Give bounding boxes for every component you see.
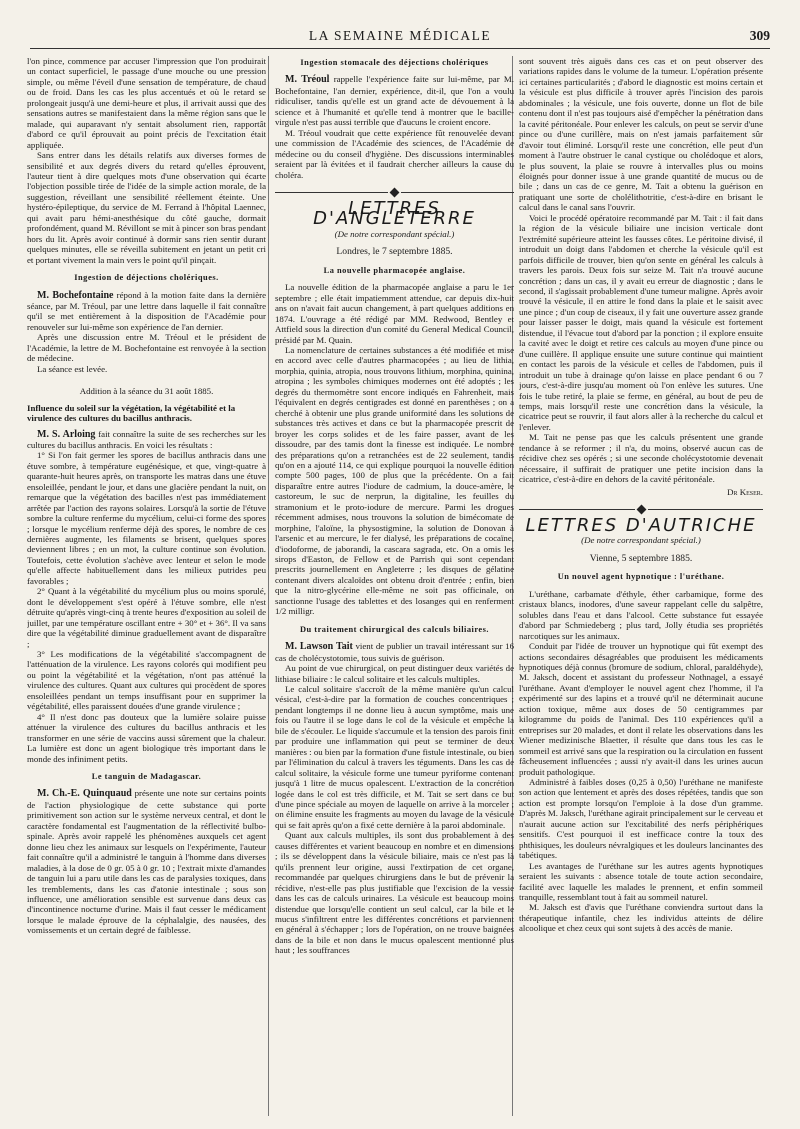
paragraph: Sans entrer dans les détails relatifs aux diverses formes de sensibilité et aux degrés divers du retard qu'elles éprouvent, l'auteur tient à dire quelques mots d'une observation qui écarte l'objection possible tirée de l'idée de la simple action morale, de la suggestion, réveillant une sensibilité réellement éteinte. Une hystéro-épileptique, du service de M. Ferrand à l'hôpital Laennec, qui avait paru hémi-anesthésique du côté gauche, dormait profondément, quand M. Révillont se mit à pincer son bras pendant hors du lit. Après avoir continué à dormir sans rien sentir durant quelques minutes, elle se réveilla subitement en jetant un petit cri et portant vivement la main vers le point qu'il pinçait. [27,150,266,265]
paragraph [27,788,266,935]
header-rule [30,48,770,49]
dateline: Londres, le 7 septembre 1885. [336,246,453,258]
page-number: 309 [749,28,770,43]
column-left [27,56,266,1116]
section-heading: Un nouvel agent hypnotique : l'uréthane. [557,572,725,582]
paragraph [275,74,514,127]
speaker-name: M. S. Arloing [37,428,96,440]
paragraph: Au point de vue chirurgical, on peut distinguer deux variétés de lithiase biliaire : le calcul solitaire et les calculs multiples. [275,663,514,684]
paragraph: Les avantages de l'uréthane sur les autres agents hypnotiques seraient les suivants : absence totale de toute action secondaire, facilité avec laquelle les malades le prennent, et enfin sommeil tranquille, ressemblant tout à fait au sommeil naturel. [519,860,763,902]
paragraph: M. Tait ne pense pas que les calculs présentent une grande tendance à se reformer ; il n'a, du moins, observé aucun cas de récidive chez ses opérés ; si une seconde cholécystotomie devenait nécessaire, il suffirait de pratiquer une petite incision dans la cicatrice, c'est-à-dire en dehors de la cavité péritonéale. [519,432,763,485]
letters-title: LETTRES D'AUTRICHE [525,515,757,537]
section-heading: Le tanguin de Madagascar. [91,772,202,781]
author-name: M. Lawson Tait [285,641,353,653]
paragraph: M. Tréoul voudrait que cette expérience fût renouvelée devant une commission de l'Académie des sciences, de l'Académie de médecine ou du conseil d'hygiène. Des discussions interminables seraient par là évitées et il faudrait chercher ailleurs la cause du choléra. [275,127,514,180]
paragraph-text: répond à la motion faite dans la dernière séance, par M. Tréoul, par une lettre dans laquelle il fait connaître qu'il se met entièrement à la disposition de l'Académie pour renouveler sur lui-même son expérience de l'an dernier. [27,289,266,332]
column-right [519,56,763,1116]
paragraph-text: vient de publier un travail intéressant sur 16 cas de cholécystotomie, tous suivis de guérison. [275,641,514,663]
signature: Dr Keser. [727,486,763,497]
paragraph: l'on pince, commence par accuser l'impression que l'on produirait un contact superficiel, le passage d'une mouche ou une pression simple, ou même l'éveil d'une sensation de température, de chaud ou de froid. Dans les cas les plus accentués et où le retard se prolongeait jusqu'à une demi-heure et plus, il arrivait aussi que des sensations autres se manifestaient dans la même région sans que le malade, qui auparavant n'y sentait absolument rien, rapportât d'abord ce qu'il éprouvait au point précis de l'excitation était appliquée. [27,56,266,150]
section-heading: La nouvelle pharmacopée anglaise. [323,265,466,275]
paragraph: 1° Si l'on fait germer les spores de bacillus anthracis dans une étuve sombre, à température eugénésique, et que, vingt-quatre à quarante-huit heures après, on transporte les matras dans une étuve ensoleillée, pendant le jour, et dans une glacière pendant la nuit, on remarque que la végétation des bacilles n'est pas immédiatement arrêtée par l'action des rayons solaires. Lorsqu'à la sortie de l'étuve sombre la culture renferme du mycélium, celui-ci forme des spores ; lorsque le mycélium renferme déjà des spores, le nombre de ces dernières augmente, les filaments se brisent, quelques spores deviennent libres ; en un mot, la culture continue son évolution. Toutefois, cette évolution s'achève avec lenteur et selon le mode qu'elle affecte habituellement dans les milieux putrides peu favorables ; [27,450,266,586]
dateline: Vienne, 5 septembre 1885. [589,552,693,564]
paragraph-text: fait connaître la suite de ses recherches sur les cultures du bacillus anthracis. En voici les résultats : [27,428,266,450]
paragraph: 3° Les modifications de la végétabilité s'accompagnent de l'atténuation de la virulence. Les rayons colorés qui modifient peu ou point la végétabilité et la végétation, n'ont pas atténué la virulence des cultures. Quant aux cultures qui procèdent de spores ensoleillées pendant un temps insuffisant pour en supprimer la végétabilité, elles paraissent douées d'une grande virulence ; [27,649,266,712]
paragraph: sont souvent très aiguës dans ces cas et on peut observer des variations rapides dans le volume de la tumeur. L'opération présente ici certaines particularités ; d'abord le diagnostic est moins certain et la vésicule est plus difficile à trouver après l'incision des parois abdominales ; la vésicule, une fois ouverte, donne un flot de bile contenu dont il n'est pas toujours aisé d'empêcher la pénétration dans la cavité péritonéale. Pour enlever les calculs, on peut se servir d'une pince ou d'une curillère, mais on n'est jamais parfaitement sûr d'avoir tout éliminé. Lorsqu'il reste une concrétion, elle peut d'un moment à l'autre obstruer le canal cystique ou cholédoque et alors, le plus souvent, la plaie se rouvre à intervalles plus ou moins éloignés pour donner issue à une grande quantité de mucus ou de bile ; dans un cas de ce genre, M. Tait a obtenu la guérison en pratiquant une sorte de cholélithotritie, c'est-à-dire en brisant le calcul dans le canal sans l'ouvrir. [519,56,763,213]
page-header [30,22,770,52]
addition-heading: Addition à la séance du 31 août 1885. [79,386,214,397]
paragraph: Administré à faibles doses (0,25 à 0,50) l'uréthane ne manifeste son action que lentement et après des doses répétées, tandis que son action est prompte lorsqu'on l'emploie à la dose d'un gramme. D'après M. Jaksch, l'uréthane agirait principalement sur le cerveau et n'aurait aucune action sur l'excitabilité des nerfs périphériques sensitifs. C'est pourquoi il est inefficace contre la toux des phthisiques, les douleurs névralgiques et les douleurs lancinantes des tabétiques. [519,777,763,861]
paragraph [27,429,266,451]
letters-subtitle: (De notre correspondant spécial.) [334,228,455,239]
letters-subtitle: (De notre correspondant spécial.) [581,535,701,546]
paragraph: La nomenclature de certaines substances a été modifiée et mise en accord avec celle d'autres pharmacopées ; au lieu de lithia, morphia, quinia, atropia, nous trouvons lithium, morphina, quinina, atropina ; les symboles chimiques modernes ont été adoptés ; les degrés du thermomètre sont encore indiqués en Fahrenheit, mais l'équivalent en degrés centigrades est donné en parenthèses ; on a cherché à obtenir une plus grande uniformité dans les solutions de substances très actives et dans ce but la pharmacopée prescrit de broyer les corps solides et de les faire passer, avant de les dissoudre, par des tamis dont la finesse est indiquée. Le nombre des préparations qu'on a retranchées est de 22 seulement, tandis qu'on en a ajouté 114, ce qui explique pourquoi la nouvelle édition compte 500 pages, 100 de plus que la précédente. On a fait disparaître entre autres l'iodure de cadmium, la douce-amère, le castoreum, le suc de nerprun, la digitaline, les feuilles du stramonium et le proto-iodure de mercure. Parmi les drogues récemment admises, nous trouvons la solution de bimécomate de morphine, l'aloïne, la physostigmine, la solution de Donovan à l'arsenic et au mercure, le fer dialysé, les préparations de cocaïne, d'iodoforme, de jaborandi, la cascara sagrada, etc. On a omis les sirops d'Easton, de Fellow et de Parrish qui sont cependant prescrits journellement en Angleterre ; les disques de gélatine contenant divers alcaloïdes ont obtenu droit d'entrée ; enfin, bien que la nitro-glycérine elle-même ne soit pas officinale, on sanctionne l'usage des tablettes et des losanges qui en renferment 1/2 milligr. [275,344,514,617]
paragraph: Quant aux calculs multiples, ils sont dus probablement à des causes différentes et varient beaucoup en nombre et en dimensions ; ils se développent dans la vésicule biliaire, mais ce n'est pas là qu'ils prennent leur origine, aussi l'extirpation de cet organe, recommandée par quelques chirurgiens dans le but de prévenir la récidive, n'est-elle pas plus justifiable que l'excision de la vessie dans les cas de calculs urinaires. La vésicule est beaucoup moins distendue que lorsqu'elle contient un seul calcul, car la bile et le mucus s'infiltrent entre les différentes concrétions et parviennent en général à s'échapper ; lors de l'opération, on ne trouve baignées dans de la bile et non dans le mucus opalescent mentionné plus haut ; les souffrances [275,830,514,956]
paragraph-text: présente une note sur certains points de l'action physiologique de cette substance qui porte primitivement son action sur le système nerveux central, et dont le caractère fondamental est l'augmentation de la réflectivité bulbo-spinale. Après avoir rappelé les phénomènes auxquels cet agent donne lieu chez les animaux sur lesquels on l'expérimente, l'auteur fait connaître qu'il a administré le tanguin à l'homme dans diverses maladies, à la dose de 0 gr. 05 à 0 gr. 10 ; l'extrait mixte d'amandes de tanguin lui a paru utile dans les cas de paralysies toxiques, dans les tremblements, dans les cas d'atonie intestinale ; sous son influence, une amélioration sensible est survenue dans deux cas d'incontinence nocturne d'urine. Mais il faut cesser le médicament lorsque le malade éprouve de la céphalalgie, des nausées, des vomissements et un certain degré de faiblesse. [27,788,266,936]
paragraph [27,290,266,333]
paragraph: Après une discussion entre M. Tréoul et le président de l'Académie, la lettre de M. Bochefontaine est renvoyée à la section de médecine. [27,332,266,364]
paragraph: L'uréthane, carbamate d'éthyle, éther carbamique, forme des cristaux blancs, inodores, d'une saveur rappelant celle du salpêtre, solubles dans l'eau et dans l'alcool. Cette substance fut essayée d'abord par Schmiedeberg ; plus tard, Jolly étudia ses propriétés narcotiques sur les animaux. [519,588,763,641]
section-heading: Influence du soleil sur la végétation, la végétabilité et la virulence des cultures du bacillus anthracis. [27,402,236,424]
speaker-name: M. Ch.-E. Quinquaud [37,788,132,800]
section-heading: Ingestion de déjections cholériques. [74,273,219,283]
paragraph: 4° Il n'est donc pas douteux que la lumière solaire puisse atténuer la virulence des cultures du bacillus anthracis et les transformer en une série de vaccins aussi sûrement que la chaleur. La lumière est donc un agent biologique très important dans le monde des infiniment petits. [27,711,266,764]
speaker-name: M. Bochefontaine [37,289,114,301]
paragraph: Conduit par l'idée de trouver un hypnotique qui fût exempt des actions secondaires désagréables que produisent les médicaments hypnotiques déjà connus (bromure de sodium, chloral, paraldéhyde), M. Jaksch, docent et assistant du professeur Nothnagel, a essayé l'uréthane. Avant d'employer le nouvel agent chez l'homme, il l'a expérimenté sur des lapins et a trouvé qu'il ne déterminait aucune action toxique, même aux doses de 50 centigrammes par kilogramme du poids de l'animal. Des 110 expériences qu'il a entreprises sur 20 malades, et dont il relate les observations dans les Wiener medizinische Blaetter, il résulte que dans tous les cas le sommeil est arrivé sans que la respiration ou la circulation en fussent fâcheusement influencées ; aussi n'y avait-il dans les urines aucun produit pathologique. [519,641,763,777]
paragraph: La séance est levée. [37,363,108,374]
column-divider [268,56,269,1116]
paragraph: 2° Quant à la végétabilité du mycélium plus ou moins sporulé, dont le développement s'est opéré à l'étuve sombre, elle n'est détruite qu'après vingt-cinq à trente heures d'exposition au soleil de juillet, par une température oscillant entre + 30° et + 36°. Il va sans dire que la végétabilité diminue graduellement avant de disparaître ; [27,586,266,649]
column-middle [275,56,514,1116]
ornament-divider [275,189,514,196]
paragraph-text: rappelle l'expérience faite sur lui-même, par M. Bochefontaine, l'an dernier, expérience, dit-il, que l'on a voulu ridiculiser, tandis qu'elle est un grand acte de dévouement à la science et à l'humanité et qu'elle tend à montrer que le bacille-virgule n'est pas aussi terrible que d'aucuns le croient encore. [275,74,514,128]
paragraph: Voici le procédé opératoire recommandé par M. Tait : il fait dans la région de la vésicule biliaire une incision verticale dont l'extrémité supérieure atteint les fausses côtes. Le péritoine divisé, il introduit un doigt dans l'abdomen et cherche la vésicule qu'il est parfois difficile de trouver, bien qu'on sente en général les calculs à travers les parois. Deux fois sur seize M. Tait n'a trouvé aucune concrétion ; dans un cas, il y avait eu erreur de diagnostic ; dans le second, il s'agissait probablement d'une tumeur maligne. Après avoir trouvé la vésicule, il en attire le fond dans la plaie et le saisit avec une pince ; d'un coup de ciseaux, il y fait une ouverture assez grande pour laisser passer le doigt, mais quand la vésicule est fortement distendue, il l'évacue tout d'abord par la ponction ; il explore ensuite la cavité avec le doigt et retire ces calculs au moyen d'une pince ou d'une cuillère. Il applique ensuite une suture continue qui maintient en contact les parois de la vésicule et celles de l'abdomen, puis il introduit un tube à drainage qu'on laisse en place pendant 6 ou 7 jours, c'est-à-dire jusqu'au moment où l'on enlève les sutures. Une fois le tube retiré, la plaie se ferme, en général, au bout de peu de temps, mais lorsqu'il reste une concrétion dans la vésicule, la cicatrice peut se rouvrir, il faut alors aller à la recherche du calcul et l'enlever. [519,212,763,432]
section-heading: Du traitement chirurgical des calculs biliaires. [300,624,489,634]
letters-title: LETTRES D'ANGLETERRE [313,197,476,230]
speaker-name: M. Tréoul [285,74,330,86]
paragraph [275,641,514,663]
paragraph: M. Jaksch est d'avis que l'uréthane conviendra surtout dans la thérapeutique infantile, chez les individus atteints de délire alcoolique et chez ceux qui sont sujets à des accès de manie. [519,902,763,934]
journal-title: LA SEMAINE MÉDICALE [308,28,492,43]
ornament-divider [519,506,763,513]
paragraph: La nouvelle édition de la pharmacopée anglaise a paru le 1er septembre ; elle était impatiemment attendue, car depuis dix-huit ans on n'avait fait aucun changement, à part quelques additions en 1874. L'ouvrage a été rédigé par MM. Redwood, Bentley et Attfield sous la direction d'un comité du General Medical Council, présidé par M. Quain. [275,282,514,345]
section-heading: Ingestion stomacale des déjections cholériques [300,58,489,67]
paragraph: Le calcul solitaire s'accroît de la même manière qu'un calcul vésical, c'est-à-dire par la formation de couches concentriques ; pendant longtemps il ne donne lieu à aucun symptôme, mais une fois ou l'autre il se loge dans le col de la vésicule et empêche la bile de s'écouler. Le liquide s'accumule et la tension des parois finit par produire une inflammation qui peut se terminer de deux manières : ou bien par la formation d'une fistule intestinale, ou bien par l'élimination du calcul à travers les téguments. Dans les cas de calcul solitaire, la vésicule forme une tumeur pyriforme contenant jusqu'à 1 litre de mucus opalescent. L'extraction de la concrétion logée dans le col est très difficile, et M. Tait se sert dans ce but d'une pince spéciale au moyen de laquelle on arrive à la morceler ; on élimine ensuite les fragments au moyen du lavage de la vésicule qui se fait après qu'on a fixé cette dernière à la paroi abdominale. [275,684,514,830]
